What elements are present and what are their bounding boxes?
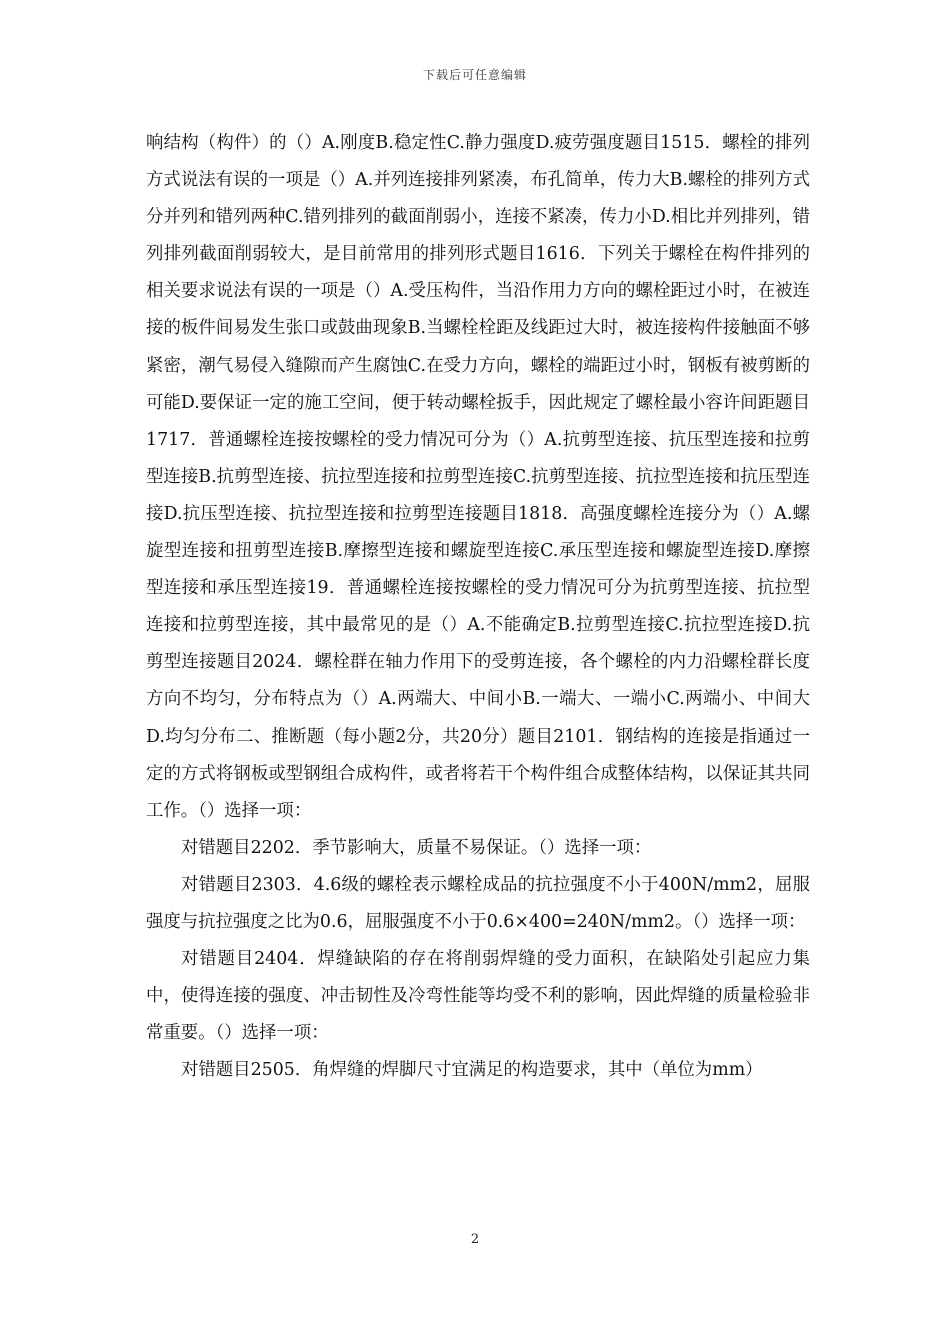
paragraph-4: 对错题目2404．焊缝缺陷的存在将削弱焊缝的受力面积，在缺陷处引起应力集中，使得连接的强度、冲击韧性及冷弯性能等均受不利的影响，因此焊缝的质量检验非常重要。（）选择一项： [146, 949, 810, 1044]
paragraph-1: 响结构（构件）的（）A.刚度B.稳定性C.静力强度D.疲劳强度题目1515．螺栓的排列方式说法有误的一项是（）A.并列连接排列紧凑，布孔简单，传力大B.螺栓的排列方式分并列和错列两种C.错列排列的截面削弱小，连接不紧凑，传力小D.相比并列排列，错列排列截面削弱较大，是目前常用的排列形式题目1616．下列关于螺栓在构件排列的相关要求说法有误的一项是（）A.受压构件，当沿作用力方向的螺栓距过小时，在被连接的板件间易发生张口或鼓曲现象B.当螺栓栓距及线距过大时，被连接构件接触面不够紧密，潮气易侵入缝隙而产生腐蚀C.在受力方向，螺栓的端距过小时，钢板有被剪断的可能D.要保证一定的施工空间，便于转动螺栓扳手，因此规定了螺栓最小容许间距题目1717．普通螺栓连接按螺栓的受力情况可分为（）A.抗剪型连接、抗压型连接和拉剪型连接B.抗剪型连接、抗拉型连接和拉剪型连接C.抗剪型连接、抗拉型连接和抗压型连接D.抗压型连接、抗拉型连接和拉剪型连接题目1818．高强度螺栓连接分为（）A.螺旋型连接和扭剪型连接B.摩擦型连接和螺旋型连接C.承压型连接和螺旋型连接D.摩擦型连接和承压型连接19．普通螺栓连接按螺栓的受力情况可分为抗剪型连接、抗拉型连接和拉剪型连接，其中最常见的是（）A.不能确定B.拉剪型连接C.抗拉型连接D.抗剪型连接题目2024．螺栓群在轴力作用下的受剪连接，各个螺栓的内力沿螺栓群长度方向不均匀，分布特点为（）A.两端大、中间小B.一端大、一端小C.两端小、中间大D.均匀分布二、推断题（每小题2分，共20分）题目2101．钢结构的连接是指通过一定的方式将钢板或型钢组合成构件，或者将若干个构件组合成整体结构，以保证其共同工作。（）选择一项： [146, 133, 810, 821]
paragraph-5: 对错题目2505．角焊缝的焊脚尺寸宜满足的构造要求，其中（单位为mm） [181, 1060, 763, 1081]
paragraph-2: 对错题目2202．季节影响大，质量不易保证。（）选择一项： [181, 837, 652, 858]
document-body [146, 125, 810, 1089]
page-header: 下载后可任意编辑 [422, 68, 527, 82]
paragraph-3: 对错题目2303．4.6级的螺栓表示螺栓成品的抗拉强度不小于400N/mm2，屈服强度与抗拉强度之比为0.6，屈服强度不小于0.6×400=240N/mm2。（）选择一项： [146, 874, 810, 932]
page-number: 2 [470, 1232, 480, 1247]
